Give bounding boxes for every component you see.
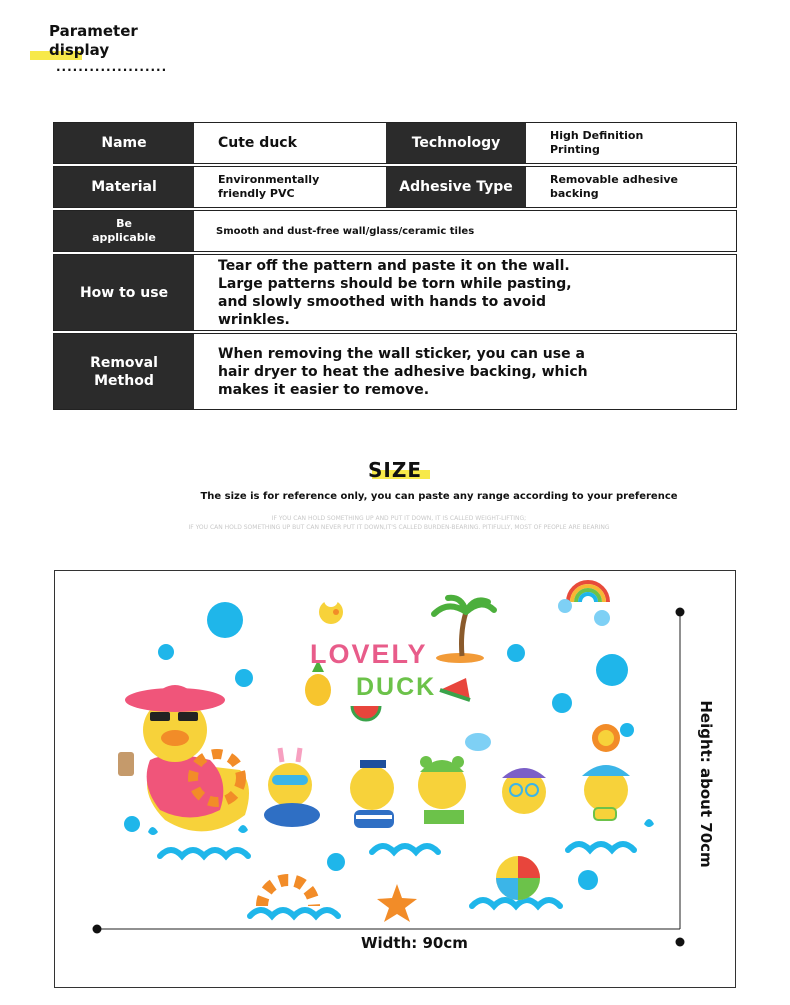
starfish-icon [377,884,417,922]
size-subtitle: The size is for reference only, you can paste any range according to your preference [200,491,678,502]
wave-icon [472,900,560,906]
width-label: Width: 90cm [361,934,468,952]
removal-label: Removal Method [54,334,194,409]
howto-label: How to use [54,255,194,330]
bubble-icon [552,693,572,713]
removal-value: When removing the wall sticker, you can use a hair dryer to heat the adhesive backing, which makes it easier to remove. [218,345,588,398]
bubble-icon [124,816,140,832]
bubble-icon [596,654,628,686]
bubble-icon [578,870,598,890]
wave-icon [372,846,438,852]
chick-icon [319,593,343,624]
wave-icon [250,910,338,916]
speech-bubble-icon [465,733,491,751]
big-duck-icon [118,685,249,831]
name-label: Name [54,123,194,163]
palm-tree-icon [434,598,494,663]
duck-bucket-hat-icon [582,724,630,820]
duck-text: DUCK [356,673,437,701]
height-label-box [697,700,715,868]
watermelon-icon [440,678,470,700]
header-dotted-rule: .................... [56,60,168,74]
size-faint-line-2: IF YOU CAN HOLD SOMETHING UP BUT CAN NEVER PUT IT DOWN,IT'S CALLED BURDEN-BEARING. PITIFULLY, MOST OF PEOPLE ARE BEARING [188,524,610,531]
applicable-value: Smooth and dust-free wall/glass/ceramic tiles [216,225,475,237]
adhesive-label: Adhesive Type [386,167,526,207]
page-title: Parameter display [49,22,138,59]
wave-icon [568,844,634,850]
size-faint-line-1: IF YOU CAN HOLD SOMETHING UP AND PUT IT DOWN, IT IS CALLED WEIGHT-LIFTING; [271,515,527,522]
bubble-icon [327,853,345,871]
material-value: Environmentally friendly PVC [218,173,320,200]
material-label: Material [54,167,194,207]
duck-cap-icon [502,768,546,814]
size-title: SIZE [367,458,422,482]
duck-frog-hat-icon [418,756,466,824]
applicable-label: Be applicable [54,211,194,251]
swim-ring-icon [262,880,314,906]
splash-icon [148,827,158,835]
splash-icon [644,819,654,827]
bubble-icon [620,723,634,737]
bubble-icon [158,644,174,660]
bubble-icon [235,669,253,687]
duck-sailor-icon [350,760,394,828]
watermelon-icon [352,706,380,720]
rainbow-icon [568,582,608,602]
lovely-text: LOVELY [310,639,428,669]
width-dimension-start-dot [93,925,102,934]
bubble-icon [507,644,525,662]
height-dimension-bottom-dot [676,938,685,947]
name-value: Cute duck [218,135,297,151]
howto-value: Tear off the pattern and paste it on the wall. Large patterns should be torn while pasting, and slowly smoothed with hands to avoid wrinkles. [218,257,572,328]
adhesive-value: Removable adhesive backing [550,173,679,200]
technology-label: Technology [386,123,526,163]
height-dimension-top-dot [676,608,685,617]
wave-icon [160,850,248,856]
beach-ball-icon [496,856,540,900]
splash-icon [238,825,248,833]
height-label: Height: about 70cm [697,700,715,868]
bubble-icon [207,602,243,638]
duck-diver-icon [264,748,320,827]
technology-value: High Definition Printing [550,129,644,156]
